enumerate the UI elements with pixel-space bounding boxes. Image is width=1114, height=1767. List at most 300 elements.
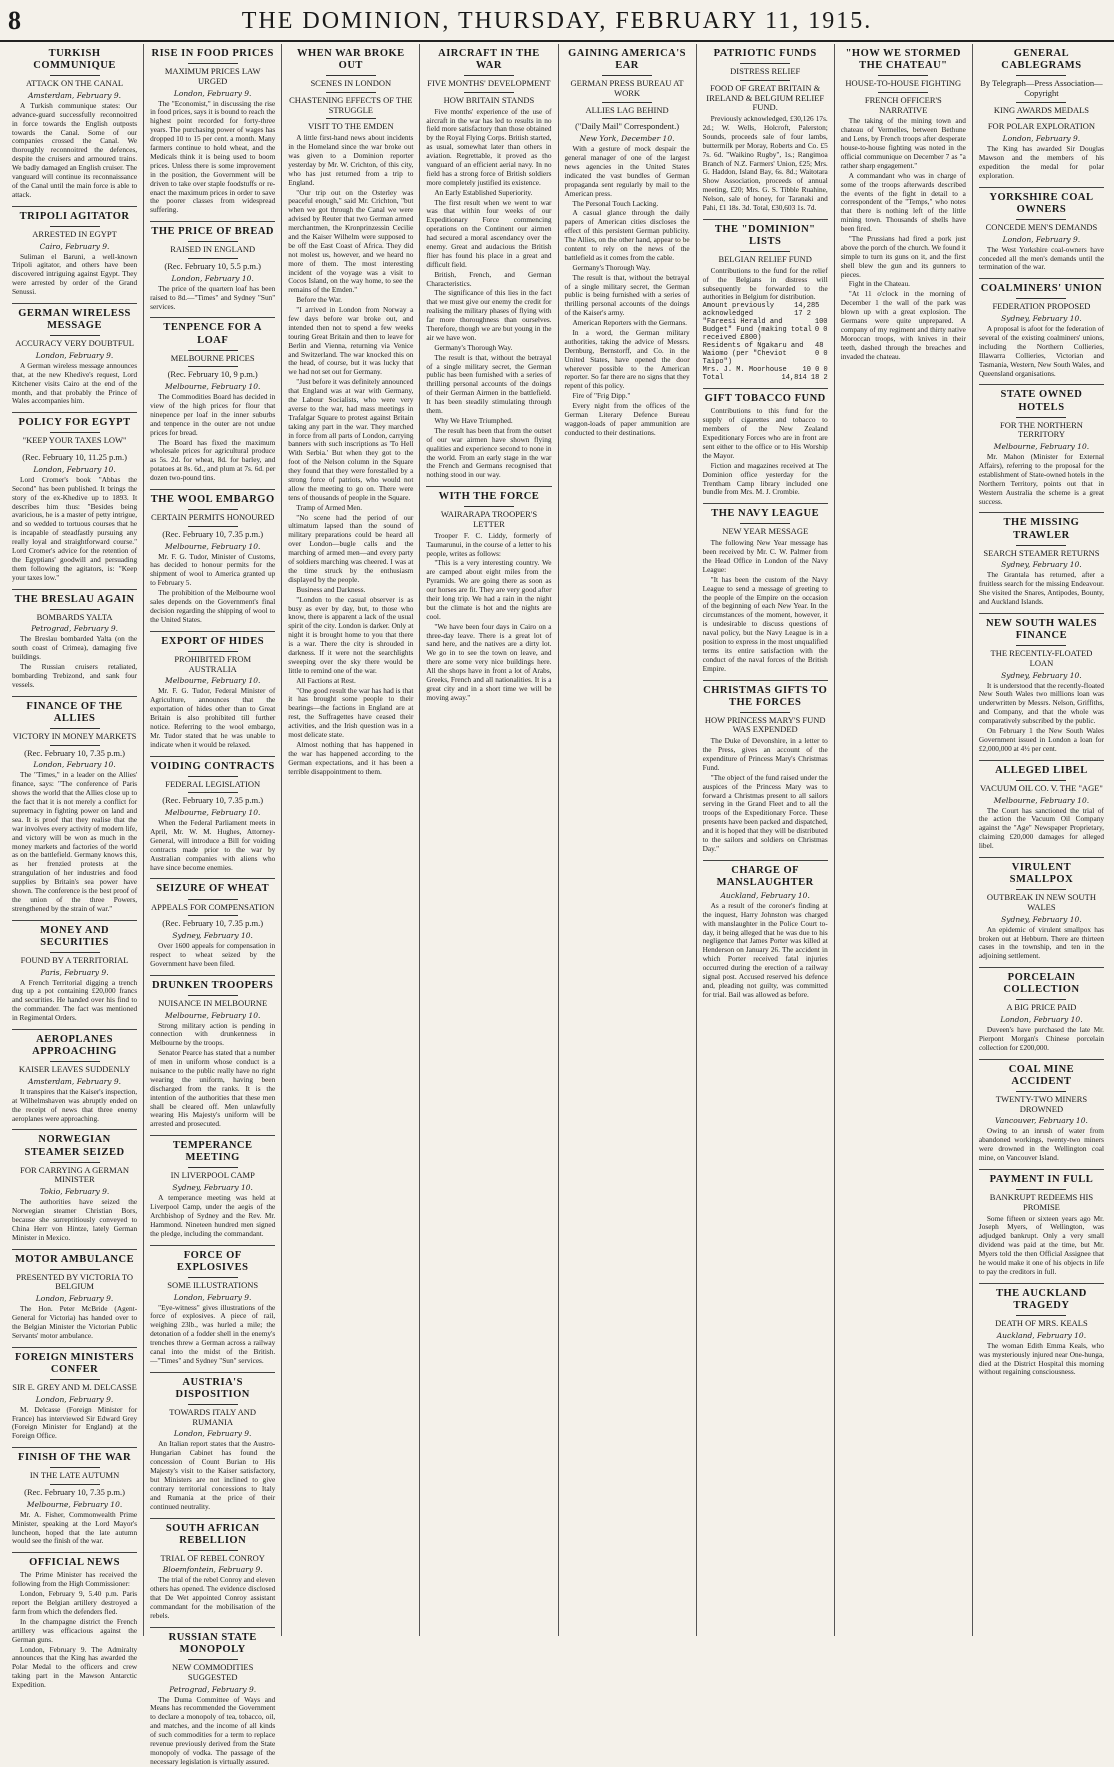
article-subhead: (Rec. February 10, 9 p.m.) [167, 369, 258, 380]
fund-list-label: Residents of Ngakaru and Waiomo (per "Cheviot Taipo") [702, 342, 804, 367]
article-subhead: FIVE MONTHS' DEVELOPMENT [427, 78, 551, 89]
headline-rule [1016, 102, 1066, 103]
article-paragraph: An Italian report states that the Austro-Hungarian Cabinet has found the concession of Count Burian to His Majesty's visit to the Kaiser satisfactory, but Ministers are not inclined to give contrary territorial concessions to Italy and Rumania at the price of their continued neutrality. [150, 1439, 276, 1511]
article-divider [12, 1249, 137, 1250]
article-subhead: CONCEDE MEN'S DEMANDS [985, 221, 1098, 232]
article-divider [979, 384, 1104, 385]
article-paragraph: An epidemic of virulent smallpox has broken out at Hebburn. There are thirteen cases in the township, and ten in the adjoining settlement. [978, 924, 1104, 961]
article-subhead: FEDERATION PROPOSED [992, 301, 1091, 312]
article-subhead: KING AWARDS MEDALS [993, 104, 1090, 115]
article-headline: TRIPOLI AGITATOR [19, 210, 130, 222]
article-headline: MONEY AND SECURITIES [39, 924, 110, 948]
article-dateline: London, February 9. [35, 1294, 114, 1304]
article-dateline: Auckland, February 10. [720, 890, 810, 900]
article-divider [150, 756, 275, 757]
article [150, 48, 275, 215]
article-headline: POLICY FOR EGYPT [18, 417, 131, 429]
article-subhead: BOMBARDS YALTA [36, 611, 113, 622]
article-paragraph: A German wireless message announces that, at the new Khedive's request, Lord Kitchener visits Cairo at the end of the month, and that probably the Prince of Wales accompanies him. [12, 360, 138, 406]
article-paragraph: The Duke of Devonshire, in a letter to the Press, gives an account of the expenditure of Princess Mary's Christmas Fund. [702, 736, 828, 772]
headline-rule [188, 1659, 238, 1660]
article-paragraph: Duveen's have purchased the late Mr. Pierpont Morgan's Chinese porcelain collection for £200,000. [978, 1025, 1104, 1052]
article [12, 920, 137, 1023]
article [979, 967, 1104, 1053]
article-headline: THE MISSING TRAWLER [1003, 517, 1080, 541]
article-paragraph: Fiction and magazines received at The Dominion office yesterday for the Trentham Camp library included one bundle from Mrs. M. J. Crombie. [702, 460, 828, 497]
headline-rule [1016, 75, 1066, 76]
article-subhead: ("Daily Mail" Correspondent.) [575, 121, 680, 132]
article-subhead: DISTRESS RELIEF [730, 66, 801, 77]
article-paragraph: Germany's Thorough Way. [434, 342, 513, 352]
article-paragraph: The Breslau bombarded Yalta (on the south coast of Crimea), damaging five buildings. [12, 634, 138, 662]
article-dateline: Petrograd, February 9. [31, 624, 119, 634]
article-subhead: FOUND BY A TERRITORIAL [20, 954, 129, 965]
article-paragraph: The Hon. Peter McBride (Agent-General for Victoria) has handed over to the Belgian Minister the Victorian Public Servants' motor ambulance. [12, 1304, 138, 1340]
fund-list-amount: 14,814 18 2 [781, 374, 828, 383]
fund-list-label: Amount previously acknowledged [702, 302, 775, 319]
article-headline: AUSTRIA'S DISPOSITION [175, 1376, 250, 1400]
article-headline: AIRCRAFT IN THE WAR [438, 48, 540, 72]
article-paragraph: It transpires that the Kaiser's inspection, at Wilhelmshaven was abruptly ended on the receipt of news that three enemy aeroplanes were approaching. [12, 1086, 138, 1123]
article-subhead: SCENES IN LONDON [310, 78, 392, 89]
article-headline: THE BRESLAU AGAIN [14, 593, 135, 605]
article-paragraph: In a word, the German military authorities, taking the advice of Messrs. Dernburg, Bernstorff, and Co. in the United States, have opened the door wherever possible to the American reporter. So far there are no signs that they repent of this policy. [564, 328, 690, 391]
article-paragraph: "Eye-witness" gives illustrations of the force of explosives. A piece of rail, weighing 23lb., was hurled a mile; the detonation of a fodder shell in the enemy's trenches threw a German across a railway canal into the midst of the British.—"Times" and Sydney "Sun" services. [150, 1302, 276, 1365]
article-headline: GENERAL CABLEGRAMS [1001, 48, 1082, 72]
article-headline: FORCE OF EXPLOSIVES [176, 1249, 249, 1273]
article-headline: CHRISTMAS GIFTS TO THE FORCES [703, 684, 828, 708]
article-dateline: London, February 9. [1002, 134, 1081, 144]
article-subhead: PRESENTED BY VICTORIA TO BELGIUM [16, 1271, 134, 1292]
article-headline: GAINING AMERICA'S EAR [568, 48, 686, 72]
headline-rule [50, 335, 100, 336]
article-headline: STATE OWNED HOTELS [1000, 389, 1083, 413]
headline-rule [50, 1467, 100, 1468]
headline-rule [602, 118, 652, 119]
article-paragraph: The "Economist," in discussing the rise in food prices, says it is bound to reach the highest point recorded for forty-three years. The purchasing power of wages has dropped 10 to 15 per cent. a month. Many farmers continue to hold wheat, and the Medicals think it is being used to boom prices. Unless there is some improvement in the position, the Government will be driven to take over staple foodstuffs or re-enact the maximum prices in order to save the poorer classes from widespread suffering. [150, 98, 276, 215]
article-subhead: VISIT TO THE EMDEN [308, 121, 394, 132]
article-divider [12, 1029, 137, 1030]
headline-rule [50, 728, 100, 729]
article [703, 860, 828, 1000]
article-headline: DRUNKEN TROOPERS [152, 979, 274, 991]
fund-list-amount: 48 0 0 [815, 342, 828, 359]
article-paragraph: Previously acknowledged, £30,126 17s. 2d.; W. Wells, Holcroft, Palerston; Sounds, proceeds sale of four lambs, buttermilk per Moray, Roberts and Co. £5 7s. 6d. "Waikino Rugby", 1s.; Rangimoa Branch of N.Z. Farmers' Union, £25; Mrs. G. Haddon, Island Bay, 6s. 8d.; Waitotara Show Association, proceeds of annual meeting, £20; Mrs. G. S. Tibble Ruahine, Nelson, sale of honey, for Taranaki and Pahi, £1 18s. 3d. Total, £30,603 1s. 7d. [702, 114, 828, 213]
fund-list-row [703, 342, 828, 366]
article-dateline: Sydney, February 10. [1001, 914, 1082, 924]
headline-rule [50, 745, 100, 746]
article-paragraph: Contributions to the fund for the relief of the Belgians in distress will subsequently be forwarded to the authorities in Belgium for distribution. [702, 265, 828, 302]
article-paragraph: The price of the quartern loaf has been raised to 8d.—"Times" and Sydney "Sun" services. [150, 283, 276, 311]
article-subhead: SOME ILLUSTRATIONS [167, 1279, 259, 1290]
column [420, 44, 558, 1636]
fund-list-label: Mrs. J. M. Moorhouse [702, 366, 787, 375]
headline-rule [1016, 889, 1066, 890]
article-divider [979, 1169, 1104, 1170]
article-dateline: London, February 9. [173, 1429, 252, 1439]
article-dateline: London, February 10. [1000, 1015, 1083, 1025]
article-paragraph: The West Yorkshire coal-owners have conceded all the men's demands until the termination of the war. [978, 244, 1104, 272]
article-paragraph: A Turkish communique states: Our advance-guard successfully reconnoitred in force towards the English outposts towards the Canal. Some of our companies crossed the Canal. We thoroughly reconnoitred the defences, despite the cruisers and armoured trains. We badly damaged an English cruiser. The vanguard will continue its reconnaissance of the Canal until the main force is able to attack. [12, 100, 138, 199]
article [150, 1245, 275, 1366]
article-paragraph: Business and Darkness. [296, 584, 366, 594]
article-divider [12, 412, 137, 413]
article-divider [703, 388, 828, 389]
article-dateline: Cairo, February 9. [39, 241, 110, 251]
article-paragraph: A temperance meeting was held at Liverpool Camp, under the aegis of the Archbishop of Sydney and the Rev. Mr. Hammond. Nineteen hundred men signed the pledge, including the commandant. [150, 1193, 276, 1238]
headline-rule [50, 75, 100, 76]
article-headline: YORKSHIRE COAL OWNERS [989, 191, 1094, 215]
article [150, 756, 275, 873]
article-subhead: BELGIAN RELIEF FUND [718, 254, 812, 265]
headline-rule [188, 995, 238, 996]
article-divider [150, 489, 275, 490]
article [150, 1135, 275, 1238]
headline-rule [188, 792, 238, 793]
article [12, 1129, 137, 1242]
column [282, 44, 420, 1636]
column [973, 44, 1110, 1636]
headline-rule [878, 75, 928, 76]
article-headline: "HOW WE STORMED THE CHATEAU" [845, 48, 962, 72]
article-divider [426, 486, 551, 487]
article-paragraph: London, February 9. The Admiralty announces that the King has awarded the Polar Medal to the officers and crew taking part in the Mawson Antarctic Expedition. [12, 1644, 138, 1690]
article-divider [979, 1059, 1104, 1060]
article [841, 48, 966, 361]
article-subhead: FRENCH OFFICER'S NARRATIVE [864, 94, 942, 115]
article-subhead: MAXIMUM PRICES LAW URGED [164, 66, 261, 86]
article-paragraph: M. Delcasse (Foreign Minister for France) has interviewed Sir Edward Grey (Foreign Minister for England) at the Foreign Office. [12, 1404, 138, 1441]
article-paragraph: "The object of the fund raised under the auspices of the Princess Mary was to forward a Christmas present to all sailors serving in the Grand Fleet and to all the troops of the Expeditionary Force. These presents have been packed and dispatched, and it is hoped that they will be distributed to the sailors and soldiers on Christmas Day." [702, 772, 828, 853]
article-paragraph: The woman Edith Emma Keals, who was mysteriously injured near One-hunga, died at the District Hospital this morning without regaining consciousness. [978, 1340, 1104, 1377]
headline-rule [50, 432, 100, 433]
article-headline: THE AUCKLAND TRAGEDY [995, 1287, 1087, 1311]
article [12, 1447, 137, 1546]
article-dateline: Melbourne, February 10. [165, 382, 261, 392]
article-paragraph: Fire of "Frig Dipp." [572, 391, 631, 401]
newspaper-columns [6, 44, 1110, 1766]
article-dateline: Bloemfontein, February 9. [162, 1565, 263, 1575]
article-subhead: VICTORY IN MONEY MARKETS [12, 730, 137, 741]
article-paragraph: Every night from the offices of the German Literary Defence Bureau waggon-loads of paper ammunition are conducted to their destinations. [564, 401, 690, 437]
article-paragraph: The Court has sanctioned the trial of the action the Vacuum Oil Company against the "Age" Newspaper Proprietary, claiming £20,000 damages for alleged libel. [978, 805, 1104, 851]
article-paragraph: The taking of the mining town and chateau of Vermelles, between Bethune and Lens, by French troops after desperate house-to-house fighting was noted in the official communique on December 7 as "a rather sharp engagement." [840, 116, 966, 170]
article-dateline: Paris, February 9. [40, 967, 109, 977]
article-subhead: (Rec. February 10, 11.25 p.m.) [22, 452, 127, 463]
article-paragraph: British, French, and German Characteristics. [426, 269, 552, 288]
article-headline: COALMINERS' UNION [980, 283, 1103, 295]
headline-rule [1016, 1189, 1066, 1190]
headline-rule [188, 63, 238, 64]
article-subhead: ALLIES LAG BEHIND [585, 104, 669, 115]
headline-rule [602, 75, 652, 76]
article [12, 1552, 137, 1690]
article-subhead: RAISED IN ENGLAND [170, 244, 256, 255]
article-paragraph: The first result when we went to war was that within four weeks of our Expeditionary Force commencing operations on the Continent our airmen had secured a moral ascendancy over the enemy. Great and audacious the British flier has found his place in a great and difficult field. [426, 197, 552, 269]
article [979, 48, 1104, 181]
headline-rule [50, 952, 100, 953]
article-divider [150, 631, 275, 632]
article-paragraph: Almost nothing that has happened in the war has happened according to the German expectations, and it has been a terrible disappointment to them. [288, 739, 414, 776]
article-headline: WITH THE FORCE [438, 491, 540, 503]
article-headline: THE PRICE OF BREAD [151, 226, 275, 238]
article-paragraph: Five months' experience of the use of aircraft in the war has led to results in no field more satisfactory than those obtained by the Royal Flying Corps. British started, as usual, somewhat later than others in aviation. Regrettable, it proved as tho vanguard of an efficient aerial navy. In no field has a strong force of British soldiers more completely justified its existence. [426, 106, 552, 187]
article-headline: GIFT TOBACCO FUND [704, 393, 826, 405]
article-dateline: Petrograd, February 9. [169, 1684, 257, 1694]
article-subhead: NUISANCE IN MELBOURNE [158, 997, 268, 1008]
article-divider [12, 696, 137, 697]
article-headline: ALLEGED LIBEL [995, 764, 1088, 776]
article-subhead: TRIAL OF REBEL CONROY [160, 1552, 265, 1563]
article-paragraph: On February 1 the New South Wales Government issued in London a loan for £2,000,000 at 4½ per cent. [978, 726, 1104, 753]
article-paragraph: The King has awarded Sir Douglas Mawson and the members of his expedition the medal for polar exploration. [978, 144, 1104, 180]
article-subhead: OUTBREAK IN NEW SOUTH WALES [986, 892, 1097, 912]
fund-list-row [703, 302, 828, 318]
article-paragraph: The Prime Minister has received the following from the High Commissioner: [12, 1570, 138, 1589]
article-headline: SEIZURE OF WHEAT [156, 883, 270, 895]
article-divider [979, 278, 1104, 279]
article-dateline: Tokio, February 9. [39, 1187, 110, 1197]
article-headline: TENPENCE FOR A LOAF [163, 322, 262, 346]
article-divider [979, 187, 1104, 188]
article-divider [12, 589, 137, 590]
article-subhead: (Rec. February 10, 7.35 p.m.) [24, 1487, 125, 1498]
article-headline: COAL MINE ACCIDENT [1008, 1063, 1075, 1087]
article-subhead: HOW BRITAIN STANDS [443, 94, 535, 105]
page-number: 8 [8, 6, 21, 35]
article-divider [12, 1552, 137, 1553]
article-subhead: A BIG PRICE PAID [1006, 1002, 1077, 1013]
article-headline: THE "DOMINION" LISTS [714, 223, 816, 247]
article-dateline: Sydney, February 10. [1001, 314, 1082, 324]
article-headline: TURKISH COMMUNIQUE [33, 48, 116, 72]
article [12, 1249, 137, 1341]
article-dateline: Sydney, February 10. [1001, 560, 1082, 570]
article-subhead: TWENTY-TWO MINERS DROWNED [995, 1093, 1088, 1114]
article [12, 589, 137, 690]
fund-list-amount: 14,285 17 2 [794, 302, 820, 319]
article-paragraph: The result is that, without the betrayal of a single military secret, the German public has been furnished with a series of thrilling personal accounts of the doings of their German Airmen in the battlefield. It has been steadily stimulating through them. [426, 352, 552, 416]
article [288, 48, 413, 776]
article-paragraph: Mr. Mahon (Minister for External Affairs), referring to the proposal for the establishment of State-owned hotels in the Northern Territory, points out that in Western Australia the scheme is a great success. [978, 452, 1104, 506]
article-headline: PATRIOTIC FUNDS [713, 48, 817, 59]
article-dateline: London, February 10. [171, 273, 254, 283]
article-dateline: Melbourne, February 10. [165, 1010, 261, 1020]
article-dateline: Amsterdam, February 9. [28, 90, 121, 100]
fund-list-row [703, 366, 828, 374]
article-divider [12, 1447, 137, 1448]
article-paragraph: Strong military action is pending in connection with drunkenness in Melbourne by the troops. [150, 1020, 276, 1048]
article-paragraph: The Duma Committee of Ways and Means has recommended the Government to declare a monopoly of tea, tobacco, oil, and matches, and the income of all kinds of such commodities for a term to replace revenue previously derived from the State monopoly of vodka. The passage of the necessary legislation is virtually assured. [150, 1694, 276, 1766]
article [979, 1169, 1104, 1277]
headline-rule [188, 1404, 238, 1405]
article-subhead: (Rec. February 10, 7.35 p.m.) [162, 528, 264, 539]
article-subhead: By Telegraph—Press Association—Copyright [980, 78, 1103, 98]
article-paragraph: Mr. A. Fisher, Commonwealth Prime Minister, speaking at the Lord Mayor's luncheon, hoped that the late autumn would see the finish of the war. [12, 1509, 138, 1546]
article-headline: MOTOR AMBULANCE [15, 1253, 135, 1265]
article-paragraph: Owing to an inrush of water from abandoned workings, twenty-two miners were drowned in the Wellington coal mine, on Vancouver Island. [978, 1126, 1104, 1163]
article-dateline: Melbourne, February 10. [165, 541, 261, 551]
article-subhead: (Rec. February 10, 5.5 p.m.) [164, 261, 261, 271]
headline-rule [740, 712, 790, 713]
article-paragraph: The authorities have seized the Norwegian steamer Christian Bors, because she surreptitiously conveyed to China Herr von Hintze, lately German Minister in Mexico. [12, 1197, 138, 1242]
headline-rule [1016, 417, 1066, 418]
article-paragraph: Contributions to this fund for the supply of cigarettes and tobacco to members of the New Zealand Expeditionary Forces who are in front are sent either to the office or to His Worship the Mayor. [702, 406, 828, 460]
column [559, 44, 697, 1636]
article-subhead: FOR POLAR EXPLORATION [987, 121, 1096, 132]
article-divider [12, 206, 137, 207]
article-paragraph: All Factions at Rest. [296, 675, 356, 685]
article-paragraph: American Reporters with the Germans. [572, 318, 687, 328]
article-divider [150, 1518, 275, 1519]
article-dateline: London, February 10. [33, 760, 116, 770]
article-divider [703, 503, 828, 504]
headline-rule [740, 80, 790, 81]
article [979, 857, 1104, 961]
article-dateline: Melbourne, February 10. [993, 795, 1090, 805]
article-paragraph: Mr. F. G. Tudor, Minister of Customs, has decided to honour permits for the shipment of wool to America granted up to February 5. [150, 551, 276, 588]
article-subhead: VACUUM OIL CO. V. THE "AGE" [979, 782, 1103, 793]
article-subhead: HOUSE-TO-HOUSE FIGHTING [845, 78, 962, 89]
article-paragraph: Why We Have Triumphed. [434, 415, 513, 425]
article [703, 219, 828, 382]
headline-rule [188, 350, 238, 351]
article-paragraph: Germany's Thorough Way. [572, 262, 651, 272]
headline-rule [326, 75, 376, 76]
article-dateline: Sydney, February 10. [172, 1183, 253, 1193]
article-headline: AEROPLANES APPROACHING [32, 1034, 117, 1058]
article [979, 1059, 1104, 1163]
article-paragraph: Senator Pearce has stated that a number of men in uniform whose conduct is a nuisance to the public really have no right wearing the uniform, having been discharged from the ranks. It is the intention of the authorities that these men shall be cleared off. Men unlawfully wearing His Majesty's uniform will be arrested and prosecuted. [150, 1048, 276, 1129]
article-headline: RISE IN FOOD PRICES [151, 48, 274, 59]
article-paragraph: In the champagne district the French artillery was efficacious against the German guns. [12, 1616, 138, 1644]
fund-list-amount: 100 0 0 [814, 318, 828, 335]
article-subhead: NEW YEAR MESSAGE [722, 526, 809, 537]
article-subhead: BANKRUPT REDEEMS HIS PROMISE [989, 1192, 1094, 1212]
article-paragraph: The Personal Touch Lacking. [572, 198, 659, 208]
fund-list-row [703, 318, 828, 342]
article-paragraph: Suliman el Baruni, a well-known Tripoli agitator, and others have been discovered intriguing against Egypt. They were arrested by order of the Grand Senussi. [12, 251, 138, 297]
article [12, 206, 137, 297]
article-divider [150, 975, 275, 976]
article-paragraph: Lord Cromer's book "Abbas the Second" has been published. It brings the story of the ex-Khedive up to 1893. It describes him thus: "Besides being avaricious, he is a master of petty intrigue, and so wedded to tortuous courses that he is incapable of steadfastly pursuing any really loyal and straightforward course." Lord Cromer's advice for the retention of the Egyptians' goodwill and persuading them following the agitators, is: "Keep your taxes low." [12, 474, 138, 582]
article-divider [12, 303, 137, 304]
headline-rule [1016, 780, 1066, 781]
article-dateline: Melbourne, February 10. [165, 808, 261, 818]
article [979, 1283, 1104, 1377]
article-headline: RUSSIAN STATE MONOPOLY [168, 1631, 257, 1655]
headline-rule [1016, 298, 1066, 299]
article-headline: OFFICIAL NEWS [29, 1557, 120, 1569]
article-paragraph: Some fifteen or sixteen years ago Mr. Joseph Myers, of Wellington, was adjudged bankrupt. Only a very small dividend was paid at the time, but Mr. Myers told the then Official Assignee that he would make it one of his objects in life to pay the creditors in full. [978, 1213, 1104, 1276]
article-paragraph: A proposal is afoot for the federation of several of the existing coalminers' unions, including the Northern Collieries, Illawarra Collieries, Victorian and Tasmania, Western, New South Wales, and Queensland organisations. [978, 324, 1104, 378]
headline-rule [326, 92, 376, 93]
article [12, 1029, 137, 1123]
article-paragraph: When the Federal Parliament meets in April, Mr. W. M. Hughes, Attorney-General, will introduce a Bill for voiding contracts made prior to the war by Australian companies with aliens who have since become enemies. [150, 818, 276, 872]
article-paragraph: "Our trip out on the Osterley was peaceful enough," said Mr. Crichton, "but when we got through the Canal we were advised by Reuter that two German armed merchantmen, the Kronprinzessin Cecilie and the Kaiser Wilhelm were supposed to be off the East Coast of Africa. They did not molest us, however, and we heard no more of them. The most interesting incident of the voyage was a visit to Cocos Island, on the way home, to see the remains of the Emden." [288, 187, 414, 295]
headline-rule [602, 102, 652, 103]
article-paragraph: "No scene had the period of our ultimatum lapsed than the sound of military preparations could be heard all over London—bugle calls and the marching of armed men—and every party of soldiers marching was cheered. I was at the time struck by the enthusiasm displayed by the people. [288, 512, 414, 584]
article-paragraph: "We have been four days in Cairo on a three-day leave. There is a great lot of sand here, and the natives are a dirty lot. We go in to see the town on leave, and there are some very nice buildings here. All the shops have in front a lot of Arabs, Greeks, French and all nationalities. It is a great city and in a short time we will be moving away." [426, 621, 552, 702]
headline-rule [188, 899, 238, 900]
headline-rule [1016, 219, 1066, 220]
article-divider [150, 317, 275, 318]
article [12, 48, 137, 200]
article-dateline: Auckland, February 10. [996, 1330, 1087, 1340]
article [979, 613, 1104, 754]
article-subhead: NEW COMMODITIES SUGGESTED [172, 1661, 254, 1682]
article-subhead: (Rec. February 10, 7.35 p.m.) [24, 747, 125, 758]
headline-rule [50, 1379, 100, 1380]
headline-rule [188, 915, 238, 916]
headline-rule [188, 776, 238, 777]
article-dateline: Vancouver, February 10. [995, 1116, 1088, 1126]
column [144, 44, 282, 1766]
article-paragraph: The result is that, without the betrayal of a single military secret, the German public is being furnished with a series of thrilling personal accounts of the doings of the Kaiser's army. [564, 272, 690, 318]
article-paragraph: The Board has fixed the maximum wholesale prices for agricultural produce as 5s. 2d. for wheat, 8d. for barley, and potatoes at 8s. 6d., and plum at 7s. 6d. per dozen two-pound tins. [150, 437, 276, 483]
article-paragraph: "It has been the custom of the Navy League to send a message of greeting to the people of the Empire on the occasion of the beginning of each New Year. In the circumstances of the moment, however, it is undesirable to discuss questions of naval policy, but the Navy League is in a position to express in the most unqualified terms its entire satisfaction with the conduct of the naval forces of the British Empire. [702, 574, 828, 673]
article-divider [150, 1372, 275, 1373]
article [703, 48, 828, 213]
article-paragraph: Trooper F. C. Liddy, formerly of Taumarunui, in the course of a letter to his people, writes as follows: [426, 530, 552, 558]
article-paragraph: "One good result the war has had is that it has brought some people to their bearings—the factions in England are at rest, the Suffragettes have ceased their activities, and the Irish question was in a most delicate state. [288, 685, 414, 739]
article-dateline: London, February 9. [173, 1292, 252, 1302]
article-divider [979, 967, 1104, 968]
article-paragraph: The Commodities Board has decided in view of the high prices for flour that ninepence per loaf in the inner suburbs and tenpence in the outer are not undue prices for bread. [150, 392, 276, 437]
headline-rule [50, 1061, 100, 1062]
headline-rule [50, 1162, 100, 1163]
headline-rule [1016, 645, 1066, 646]
article-subhead: DEATH OF MRS. KEALS [995, 1317, 1088, 1328]
headline-rule [464, 75, 514, 76]
article-subhead: SEARCH STEAMER RETURNS [983, 547, 1100, 558]
headline-rule [1016, 999, 1066, 1000]
headline-rule [1016, 1315, 1066, 1316]
article-subhead: FOR THE NORTHERN TERRITORY [999, 419, 1083, 440]
headline-rule [50, 226, 100, 227]
article-dateline: Melbourne, February 10. [26, 1499, 123, 1509]
article [150, 1627, 275, 1767]
article-dateline: London, February 9. [1002, 234, 1081, 244]
article [150, 975, 275, 1130]
article-paragraph: As a result of the coroner's finding at the inquest, Harry Johnston was charged with manslaughter in the Police Court to-day, it being alleged that he was due to his negligence that James Porter was killed at Henderson on January 26. The accident in which Porter received fatal injuries occurred during the erection of a railway signal post. Accused reserved his defence and, pleading not guilty, was committed for trial. Bail was allowed as before. [702, 900, 828, 999]
headline-rule [188, 366, 238, 367]
article-subhead: FEDERAL LEGISLATION [165, 778, 261, 789]
newspaper-title: THE DOMINION, THURSDAY, FEBRUARY 11, 1915. [241, 8, 873, 34]
headline-rule [188, 651, 238, 652]
article-dateline: London, February 9. [35, 1394, 114, 1404]
article [426, 486, 551, 703]
article-paragraph: Over 1600 appeals for compensation in respect to wheat seized by the Government have been filed. [150, 941, 276, 968]
article-paragraph: Tramp of Armed Men. [296, 502, 363, 512]
article-dateline: Amsterdam, February 9. [28, 1076, 121, 1086]
article-divider [12, 1347, 137, 1348]
headline-rule [188, 509, 238, 510]
masthead [0, 0, 1114, 42]
headline-rule [464, 506, 514, 507]
article-dateline: Sydney, February 10. [172, 931, 253, 941]
article-paragraph: Fight in the Chateau. [848, 279, 910, 289]
headline-rule [50, 449, 100, 450]
article-subhead: FOR CARRYING A GERMAN MINISTER [20, 1164, 129, 1185]
article-divider [703, 860, 828, 861]
article [150, 221, 275, 311]
article-subhead: THE RECENTLY-FLOATED LOAN [990, 648, 1093, 668]
article-subhead: IN THE LATE AUTUMN [29, 1470, 120, 1481]
column [6, 44, 144, 1690]
article-divider [979, 512, 1104, 513]
article-headline: CHARGE OF MANSLAUGHTER [716, 864, 814, 888]
